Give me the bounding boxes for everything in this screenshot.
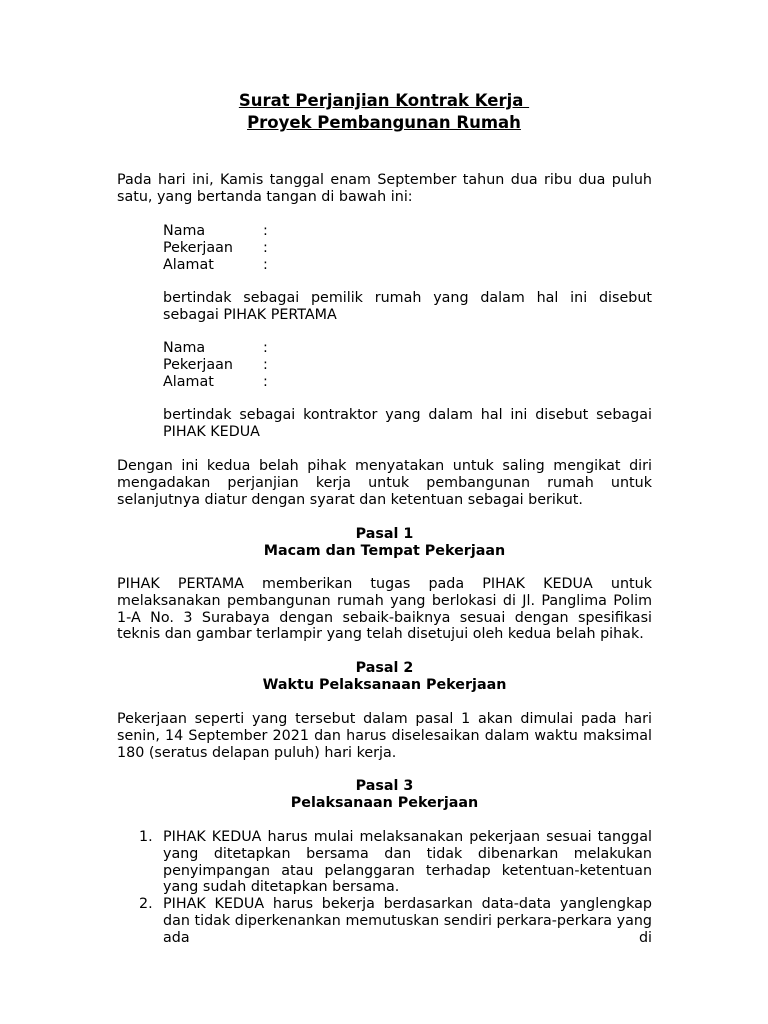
field-label: Alamat [163,256,214,273]
party1-fields [163,223,652,273]
agreement-paragraph: Dengan ini kedua belah pihak menyatakan untuk saling mengikat diri mengadakan perjanjian kerja untuk pembangunan rumah untuk selanjutnya diatur dengan syarat dan ketentuan sebagai berikut. [117,458,652,508]
list-text: PIHAK KEDUA harus bekerja berdasarkan data-data yanglengkap dan tidak diperkenankan memutuskan sendiri perkara-perkara yang ada di [163,896,652,946]
pasal3-title: Pelaksanaan Pekerjaan [290,794,479,811]
pasal1-heading [117,526,652,560]
pasal2-number: Pasal 2 [355,660,414,676]
field-label: Pekerjaan [163,239,233,256]
field-separator: : [263,340,268,356]
field-label: Nama [163,340,206,356]
pasal3-heading [117,778,652,812]
party2-address-row [163,374,652,391]
party2-fields [163,340,652,390]
list-item [117,829,652,896]
list-number: 2. [139,896,153,913]
title-line-2: Proyek Pembangunan Rumah [247,113,521,132]
party1-role: bertindak sebagai pemilik rumah yang dalam hal ini disebut sebagai PIHAK PERTAMA [163,290,652,323]
document-title [0,90,768,134]
party2-job-row [163,357,652,374]
pasal1-title: Macam dan Tempat Pekerjaan [263,542,506,559]
pasal1-text: PIHAK PERTAMA memberikan tugas pada PIHAK KEDUA untuk melaksanakan pembangunan rumah yang berlokasi di Jl. Panglima Polim 1-A No. 3 Surabaya dengan sebaik-baiknya sesuai dengan spesifikasi teknis dan gambar terlampir yang telah disetujui oleh kedua belah pihak. [117,576,652,643]
pasal2-heading [117,660,652,694]
field-separator: : [263,373,268,390]
party1-name-row [163,223,652,240]
pasal3-number: Pasal 3 [355,778,414,794]
field-separator: : [263,256,268,273]
list-text: PIHAK KEDUA harus mulai melaksanakan pekerjaan sesuai tanggal yang ditetapkan bersama dan tidak dibenarkan melakukan penyimpangan atau pelanggaran terhadap ketentuan-ketentuan yang sudah ditetapkan bersama. [163,829,652,896]
party1-job-row [163,240,652,257]
pasal2-title: Waktu Pelaksanaan Pekerjaan [262,676,507,693]
party2-name-row [163,340,652,357]
intro-paragraph: Pada hari ini, Kamis tanggal enam September tahun dua ribu dua puluh satu, yang bertanda tangan di bawah ini: [117,172,652,205]
field-separator: : [263,239,268,256]
party1-address-row [163,257,652,274]
pasal1-number: Pasal 1 [355,526,414,542]
field-separator: : [263,223,268,239]
field-label: Pekerjaan [163,356,233,373]
pasal3-list [117,829,652,947]
party2-role: bertindak sebagai kontraktor yang dalam hal ini disebut sebagai PIHAK KEDUA [163,407,652,440]
field-label: Alamat [163,373,214,390]
field-label: Nama [163,223,206,239]
field-separator: : [263,356,268,373]
list-number: 1. [139,829,153,845]
list-item [117,896,652,946]
pasal2-text: Pekerjaan seperti yang tersebut dalam pasal 1 akan dimulai pada hari senin, 14 September 2021 dan harus diselesaikan dalam waktu maksimal 180 (seratus delapan puluh) hari kerja. [117,711,652,761]
title-line-1: Surat Perjanjian Kontrak Kerja [238,91,530,110]
